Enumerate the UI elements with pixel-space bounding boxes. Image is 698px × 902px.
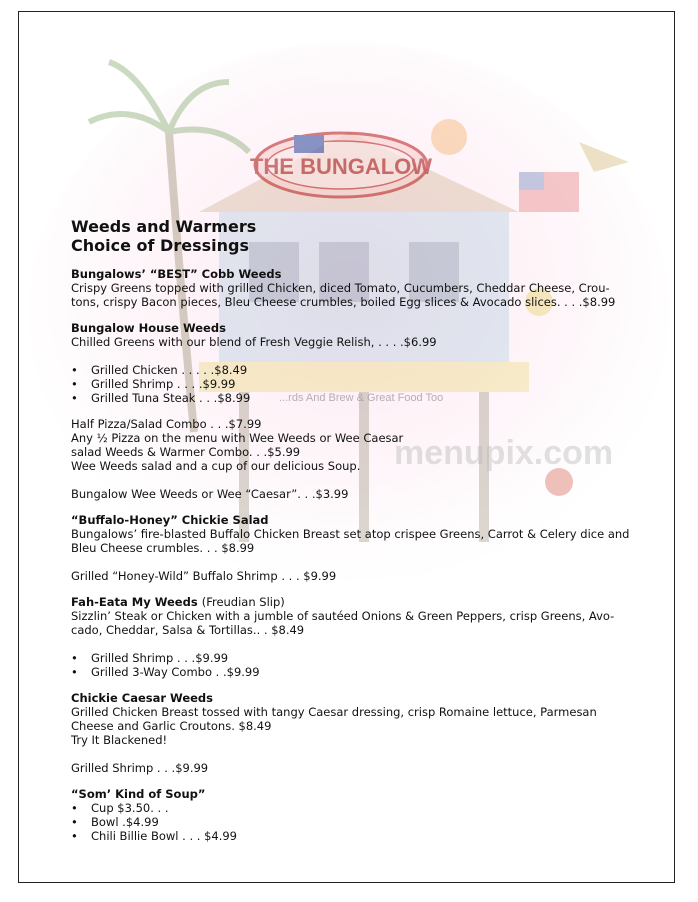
list-item: • Grilled 3-Way Combo . .$9.99 (71, 665, 631, 679)
menu-content (71, 217, 631, 843)
house-weeds-desc: Chilled Greens with our blend of Fresh Veggie Relish, . . . .$6.99 (71, 335, 437, 349)
combo-line-3: salad Weeds & Warmer Combo. . .$5.99 (71, 445, 301, 459)
buffalo-heading: “Buffalo-Honey” Chickie Salad (71, 513, 269, 527)
title-line-2: Choice of Dressings (71, 236, 249, 255)
buffalo-section (71, 513, 631, 583)
menu-title (71, 217, 631, 255)
combo-line-4: Wee Weeds salad and a cup of our delicious Soup. (71, 459, 361, 473)
caesar-desc-1: Grilled Chicken Breast tossed with tangy Caesar dressing, crisp Romaine lettuce, Parmesan (71, 705, 597, 719)
house-weeds-addons (71, 363, 631, 405)
soup-section (71, 787, 631, 843)
list-item: • Cup $3.50. . . (71, 801, 631, 815)
faheata-addons (71, 651, 631, 679)
caesar-section (71, 691, 631, 775)
logo-text: THE BUNGALOW (249, 154, 433, 179)
list-item: • Grilled Tuna Steak . . .$8.99 (71, 391, 631, 405)
faheata-section (71, 595, 631, 679)
faheata-note: (Freudian Slip) (201, 595, 285, 609)
list-item: • Chili Billie Bowl . . . $4.99 (71, 829, 631, 843)
svg-text:menupix.com: menupix.com (394, 434, 614, 472)
soup-heading: “Som’ Kind of Soup” (71, 787, 206, 801)
combo-line-2: Any ½ Pizza on the menu with Wee Weeds or Wee Caesar (71, 431, 404, 445)
cobb-weeds-section (71, 267, 631, 309)
faheata-desc-1: Sizzlin’ Steak or Chicken with a jumble of sautéed Onions & Green Peppers, crisp Greens, Avo- (71, 609, 615, 623)
bungalow-logo (250, 133, 432, 197)
buffalo-desc-2: Bleu Cheese crumbles. . . $8.99 (71, 541, 255, 555)
combo-section (71, 417, 631, 501)
combo-line-5: Bungalow Wee Weeds or Wee “Caesar”. . .$3.99 (71, 487, 349, 501)
soup-items (71, 801, 631, 843)
caesar-desc-3: Try It Blackened! (71, 733, 168, 747)
house-weeds-heading: Bungalow House Weeds (71, 321, 226, 335)
cobb-weeds-desc-1: Crispy Greens topped with grilled Chicken, diced Tomato, Cucumbers, Cheddar Cheese, Crou- (71, 281, 610, 295)
buffalo-desc-1: Bungalows’ fire-blasted Buffalo Chicken Breast set atop crispee Greens, Carrot & Celery dice and (71, 527, 630, 541)
caesar-extra: Grilled Shrimp . . .$9.99 (71, 761, 209, 775)
faheata-heading: Fah-Eata My Weeds (Freudian Slip) (71, 595, 285, 609)
sign-text: ...rds And Brew & Great Food Too (279, 392, 444, 404)
house-weeds-section (71, 321, 631, 405)
list-item: • Bowl .$4.99 (71, 815, 631, 829)
caesar-heading: Chickie Caesar Weeds (71, 691, 214, 705)
caesar-desc-2: Cheese and Garlic Croutons. $8.49 (71, 719, 272, 733)
title-line-1: Weeds and Warmers (71, 217, 257, 236)
menu-page (18, 11, 675, 883)
cobb-weeds-desc-2: tons, crispy Bacon pieces, Bleu Cheese crumbles, boiled Egg slices & Avocado slices. . . .$8.99 (71, 295, 616, 309)
faheata-desc-2: cado, Cheddar, Salsa & Tortillas.. . $8.49 (71, 623, 305, 637)
list-item: • Grilled Chicken . . . . .$8.49 (71, 363, 631, 377)
list-item: • Grilled Shrimp . . .$9.99 (71, 651, 631, 665)
combo-line-1: Half Pizza/Salad Combo . . .$7.99 (71, 417, 262, 431)
list-item: • Grilled Shrimp . . . .$9.99 (71, 377, 631, 391)
cobb-weeds-heading: Bungalows’ “BEST” Cobb Weeds (71, 267, 282, 281)
buffalo-extra: Grilled “Honey-Wild” Buffalo Shrimp . . . $9.99 (71, 569, 337, 583)
